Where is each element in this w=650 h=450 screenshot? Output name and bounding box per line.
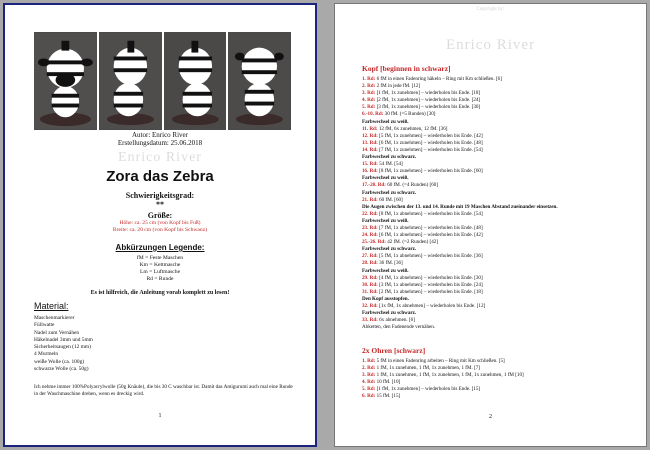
instruction-row — [362, 161, 632, 168]
instruction-row — [362, 218, 632, 225]
kopf-section — [362, 64, 632, 331]
page-number: 1 — [158, 413, 162, 419]
round-label: 4. Rd: — [362, 97, 376, 104]
watermark: Enrico River — [445, 37, 536, 53]
abbreviations-heading: Abkürzungen Legende: — [115, 243, 205, 252]
difficulty-value: ** — [156, 200, 164, 209]
size-height: Höhe: ca. 25 cm (von Kopf bis Fuß) — [119, 220, 201, 226]
round-text: [8 fM, 1x abnehmen] – wiederholen bis Ende. [54] — [377, 210, 483, 217]
round-label: 22. Rd: — [362, 210, 378, 217]
round-label: 5. Rd: — [362, 104, 376, 111]
material-item: Maschenmarkierer — [34, 315, 75, 321]
round-text: 1 fM, 1x zunehmen, 1 fM, 1x zunehmen, 1 fM, 1x zunehmen, 1 fM [10] — [375, 372, 524, 379]
round-text: [3 fM, 1x zunehmen] – wiederholen bis Ende. [30] — [375, 104, 481, 111]
round-text: 12 fM, 6x zunehmen, 12 fM. [36] — [377, 125, 448, 132]
creation-date: Erstellungsdatum: 25.06.2018 — [117, 139, 203, 147]
round-label: 31. Rd: — [362, 288, 378, 295]
round-label: 3. Rd: — [362, 90, 376, 97]
reading-hint: Es ist hilfreich, die Anleitung vorab komplett zu lesen! — [90, 290, 230, 296]
round-label: 2. Rd: — [362, 365, 376, 372]
size-width: Breite: ca. 20 cm (von Kopf bis Schwanz) — [112, 227, 208, 233]
round-label: 6.-10. Rd: — [362, 111, 384, 118]
zebra-photo-back — [228, 32, 291, 130]
instruction-row — [362, 197, 632, 204]
round-text: [2 fM, 1x zunehmen] – wiederholen bis Ende. [24] — [375, 97, 481, 104]
abbreviations-list — [5, 255, 315, 283]
instruction-row — [362, 168, 632, 175]
round-text: [6 fM, 1x abnehmen] – wiederholen bis Ende. [42] — [377, 232, 483, 239]
round-label: 33. Rd: — [362, 317, 378, 324]
round-text: Farbwechsel zu schwarz. — [362, 189, 417, 196]
round-text: 36 fM. [36] — [377, 260, 403, 267]
round-label: 4. Rd: — [362, 379, 376, 386]
material-item: Sicherheitsaugen (12 mm) — [34, 344, 91, 351]
size-label: Größe: — [147, 211, 173, 220]
round-text: Farbwechsel zu weiß. — [362, 267, 409, 274]
round-label: 32. Rd: — [362, 303, 378, 309]
instruction-row — [362, 204, 632, 211]
instruction-row — [362, 175, 632, 182]
material-heading: Material: — [34, 301, 69, 311]
round-label: 3. Rd: — [362, 372, 376, 379]
instruction-row — [362, 393, 632, 400]
instruction-row — [362, 111, 632, 118]
round-text: Abketten, den Fadenende vernähen. — [362, 324, 436, 331]
round-label: 14. Rd: — [362, 146, 378, 153]
instruction-row — [362, 358, 632, 365]
document-page-2 — [334, 3, 647, 447]
material-item: Nadel zum Vernähen — [34, 329, 80, 336]
round-text: [6 fM, 1x zunehmen] – wiederholen bis Ende. [48] — [377, 139, 483, 146]
round-label: 23. Rd: — [362, 224, 378, 231]
instruction-row — [362, 324, 632, 331]
round-label: 30. Rd: — [362, 281, 378, 288]
round-label: 27. Rd: — [362, 253, 378, 260]
round-label: 6. Rd: — [362, 393, 376, 400]
abbreviation-item: Rd = Runde — [146, 276, 174, 282]
abbreviation-item: Km = Kettmasche — [139, 262, 181, 268]
instruction-row — [362, 275, 632, 282]
size-block — [5, 220, 315, 234]
round-text: 5 fM in einen Fadenring arbeiten – Ring mit Km schließen. [5] — [375, 358, 505, 364]
round-text: [1x fM, 1x abnehmen] – wiederholen bis Ende. [12] — [377, 303, 486, 309]
round-text: 2 fM in jede fM. [12] — [375, 83, 421, 90]
material-item: Füllwatte — [34, 322, 55, 329]
instruction-row — [362, 147, 632, 154]
round-label: 12. Rd: — [362, 132, 378, 139]
instruction-row — [362, 239, 632, 246]
instruction-row — [362, 289, 632, 296]
round-text: Die Augen zwischen der 13. und 14. Runde mit 19 Maschen Abstand zueinander einsetzen. — [362, 203, 558, 210]
author-block — [5, 131, 315, 147]
zebra-photo-strip — [34, 32, 291, 130]
round-text: 60 fM. (=4 Runden) [60] — [385, 182, 439, 189]
round-text: 6x abnehmen. [6] — [377, 317, 415, 324]
difficulty-label: Schwierigkeitsgrad: — [125, 191, 195, 200]
ohren-heading: 2x Ohren [schwarz] — [362, 346, 426, 355]
round-text: [3 fM, 1x abnehmen] – wiederholen bis Ende. [24] — [377, 281, 483, 288]
abbreviation-item: Lm = Luftmasche — [139, 269, 181, 275]
document-title: Zora das Zebra — [106, 168, 214, 185]
material-item: weiße Wolle (ca. 100g) — [34, 358, 85, 365]
round-label: 21. Rd: — [362, 196, 378, 203]
instruction-row — [362, 268, 632, 275]
instruction-row — [362, 140, 632, 147]
round-text: 60 fM. [60] — [377, 196, 403, 203]
instruction-row — [362, 317, 632, 324]
page-number: 2 — [489, 414, 492, 420]
material-list — [34, 315, 93, 373]
instruction-row — [362, 154, 632, 161]
round-label: 2. Rd: — [362, 83, 376, 90]
instruction-row — [362, 386, 632, 393]
abbreviation-item: fM = Feste Maschen — [136, 255, 184, 261]
round-text: Farbwechsel zu schwarz. — [362, 154, 417, 161]
instruction-row — [362, 225, 632, 232]
round-label: 15. Rd: — [362, 161, 378, 168]
ohren-section — [362, 346, 632, 401]
round-text: [8 fM, 1x zunehmen] – wiederholen bis Ende. [60] — [377, 168, 483, 175]
ohren-rows — [362, 358, 632, 401]
round-label: 17.-20. Rd: — [362, 182, 386, 189]
round-label: 11. Rd: — [362, 125, 378, 132]
instruction-row — [362, 133, 632, 140]
instruction-row — [362, 232, 632, 239]
round-label: 13. Rd: — [362, 139, 378, 146]
instruction-row — [362, 296, 632, 303]
instruction-row — [362, 303, 632, 310]
round-text: 10 fM. [10] — [375, 379, 401, 386]
instruction-row — [362, 104, 632, 111]
round-text: 15 fM. [15] — [375, 393, 401, 400]
round-text: [1 fM, 1x zunehmen] – wiederholen bis Ende. [18] — [375, 90, 481, 97]
round-label: 16. Rd: — [362, 168, 378, 175]
round-text: [5 fM, 1x zunehmen] – wiederholen bis Ende. [42] — [377, 132, 483, 139]
round-text: [1 fM, 1x zunehmen] – wiederholen bis Ende. [15] — [375, 386, 481, 393]
instruction-row — [362, 211, 632, 218]
zebra-photo-side-left — [99, 32, 162, 130]
round-text: Farbwechsel zu weiß. — [362, 217, 409, 224]
round-text: [5 fM, 1x abnehmen] – wiederholen bis Ende. [36] — [377, 253, 483, 260]
round-text: Den Kopf ausstopfen. — [362, 295, 409, 302]
watermark: Enrico River — [118, 150, 202, 165]
instruction-row — [362, 365, 632, 372]
round-text: [2 fM, 1x abnehmen] – wiederholen bis Ende. [18] — [377, 288, 483, 295]
round-text: Farbwechsel zu weiß. — [362, 118, 409, 125]
round-text: [4 fM, 1x abnehmen] – wiederholen bis Ende. [30] — [377, 274, 483, 281]
round-label: 24. Rd: — [362, 232, 378, 239]
round-label: 1. Rd: — [362, 76, 376, 82]
kopf-heading: Kopf [beginnen in schwarz] — [362, 64, 451, 73]
instruction-row — [362, 90, 632, 97]
round-label: 1. Rd: — [362, 358, 376, 364]
round-text: 54 fM. [54] — [377, 161, 403, 168]
material-item: Häkelnadel 3mm und 5mm — [34, 336, 93, 343]
instruction-row — [362, 126, 632, 133]
document-page-1 — [3, 3, 317, 447]
instruction-row — [362, 190, 632, 197]
instruction-row — [362, 310, 632, 317]
round-label: 5. Rd: — [362, 386, 376, 393]
round-label: 28. Rd: — [362, 260, 378, 267]
round-text: Farbwechsel zu schwarz. — [362, 246, 417, 253]
instruction-row — [362, 260, 632, 267]
material-item: schwarze Wolle (ca. 50g) — [34, 366, 89, 373]
instruction-row — [362, 97, 632, 104]
instruction-row — [362, 253, 632, 260]
round-text: 30 fM. (=5 Runden) [30] — [383, 111, 436, 118]
material-item: 4 Murmeln — [34, 351, 59, 358]
author-line: Autor: Enrico River — [132, 131, 188, 139]
kopf-rows — [362, 76, 632, 331]
zebra-photo-front — [34, 32, 97, 130]
instruction-row — [362, 119, 632, 126]
difficulty-block — [5, 191, 315, 209]
instruction-row — [362, 379, 632, 386]
instruction-row — [362, 282, 632, 289]
instruction-row — [362, 83, 632, 90]
wool-note: Ich nehme immer 100%Polyacrylwolle (50g Knäule), die bis 30 C waschbar ist. Damit das Amigurumi auch mal eine Runde in der Waschmaschine drehen, wenn es dreckig wird. — [34, 384, 293, 398]
round-text: 6 fM in einen Fadenring häkeln – Ring mit Km schließen. [6] — [375, 76, 502, 82]
zebra-photo-side-right — [164, 32, 227, 130]
watermark-small: Copyright by: — [476, 7, 505, 12]
round-label: 29. Rd: — [362, 274, 378, 281]
instruction-row — [362, 76, 632, 83]
round-text: [7 fM, 1x zunehmen] – wiederholen bis Ende. [54] — [377, 146, 483, 153]
instruction-row — [362, 372, 632, 379]
round-text: Farbwechsel zu schwarz. — [362, 310, 417, 317]
round-text: [7 fM, 1x abnehmen] – wiederholen bis Ende. [48] — [377, 224, 483, 231]
round-text: Farbwechsel zu weiß. — [362, 175, 409, 182]
round-label: 25.-26. Rd: — [362, 239, 386, 246]
round-text: 42 fM. (=2 Runden) [42] — [385, 239, 439, 246]
instruction-row — [362, 246, 632, 253]
round-text: 1 fM, 1x zunehmen, 1 fM, 1x zunehmen, 1 fM. [7] — [375, 365, 480, 372]
instruction-row — [362, 182, 632, 189]
